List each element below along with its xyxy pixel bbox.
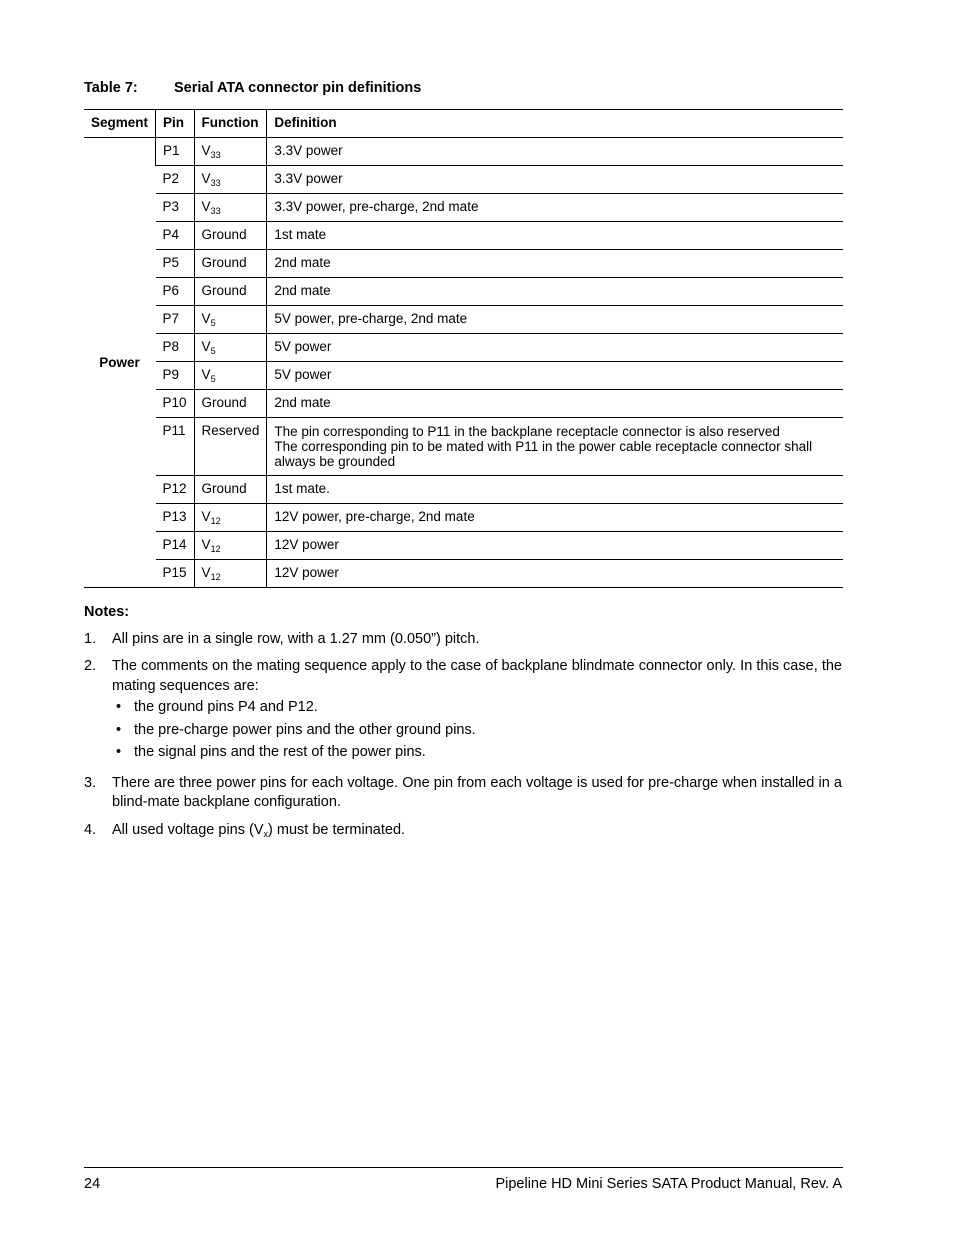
- function-cell: [194, 278, 267, 306]
- pin-definitions-table: [84, 109, 843, 588]
- function-cell: [194, 476, 267, 504]
- definition-cell: 12V power: [267, 560, 843, 588]
- table-row: [84, 278, 843, 306]
- note-item: [84, 774, 842, 813]
- segment-cell: Power: [84, 138, 156, 588]
- definition-cell: 5V power: [267, 334, 843, 362]
- table-row: [84, 138, 843, 166]
- note-number: 2.: [84, 658, 97, 674]
- note-text: All used voltage pins (V: [112, 821, 264, 838]
- table-row: [84, 504, 843, 532]
- function-cell: [194, 306, 267, 334]
- note-number: 1.: [84, 630, 97, 647]
- note-item: [84, 630, 842, 650]
- function-text: Ground: [201, 227, 247, 242]
- definition-cell: 5V power: [267, 362, 843, 390]
- definition-line: The corresponding pin to be mated with P11 in the power cable receptacle connector shall always be grounded: [274, 439, 813, 469]
- note-text: The comments on the mating sequence apply to the case of backplane blindmate connector only. In this case, the mating sequences are:: [112, 658, 842, 694]
- notes-list: [84, 630, 842, 841]
- function-text: V: [201, 565, 211, 580]
- function-cell: [194, 166, 267, 194]
- function-text: V: [201, 367, 211, 382]
- page-number: 24: [84, 1176, 101, 1192]
- function-text: Reserved: [201, 423, 260, 438]
- function-text: V: [201, 143, 211, 158]
- table-row: [84, 362, 843, 390]
- function-cell: [194, 334, 267, 362]
- function-text: V: [201, 199, 211, 214]
- table-title: Serial ATA connector pin definitions: [174, 80, 422, 96]
- note-bullet-list: [112, 698, 842, 763]
- definition-cell: 2nd mate: [267, 390, 843, 418]
- definition-cell: 12V power, pre-charge, 2nd mate: [267, 504, 843, 532]
- definition-cell: 1st mate: [267, 222, 843, 250]
- definition-cell: 3.3V power: [267, 138, 843, 166]
- definition-cell: 2nd mate: [267, 250, 843, 278]
- function-cell: [194, 222, 267, 250]
- function-cell: [194, 504, 267, 532]
- function-subscript: 5: [210, 346, 216, 356]
- note-body: [112, 774, 842, 813]
- function-text: Ground: [201, 255, 247, 270]
- pin-cell: P10: [156, 390, 195, 418]
- table-row: [84, 532, 843, 560]
- table-row: [84, 250, 843, 278]
- pin-cell: P9: [156, 362, 195, 390]
- function-subscript: 12: [210, 516, 221, 526]
- pin-cell: P13: [156, 504, 195, 532]
- table-number: Table 7:: [84, 80, 138, 96]
- note-subscript: x: [263, 828, 269, 839]
- table-body: [84, 138, 843, 588]
- function-text: V: [201, 509, 211, 524]
- bullet-text: the signal pins and the rest of the power pins.: [134, 744, 426, 760]
- function-cell: [194, 138, 267, 166]
- function-subscript: 33: [210, 178, 221, 188]
- function-subscript: 33: [210, 206, 221, 216]
- table-header-row: [84, 110, 843, 138]
- note-body: [112, 657, 842, 766]
- pin-cell: P8: [156, 334, 195, 362]
- pin-cell: P12: [156, 476, 195, 504]
- table-row: [84, 194, 843, 222]
- function-subscript: 5: [210, 374, 216, 384]
- pin-cell: P1: [156, 138, 195, 166]
- function-cell: [194, 418, 267, 476]
- definition-cell: 1st mate.: [267, 476, 843, 504]
- bullet-text: the ground pins P4 and P12.: [134, 699, 318, 715]
- pin-cell: P11: [156, 418, 195, 476]
- pin-cell: P4: [156, 222, 195, 250]
- function-cell: [194, 250, 267, 278]
- table-row: [84, 390, 843, 418]
- definition-cell: 12V power: [267, 532, 843, 560]
- pin-cell: P2: [156, 166, 195, 194]
- notes-title: Notes:: [84, 604, 130, 620]
- function-text: V: [201, 537, 211, 552]
- note-text: All pins are in a single row, with a 1.27 mm (0.050”) pitch.: [112, 630, 480, 647]
- function-subscript: 12: [210, 544, 221, 554]
- notes-section: [84, 603, 842, 848]
- table-row: [84, 560, 843, 588]
- bullet-glyph: •: [116, 721, 122, 738]
- function-cell: [194, 194, 267, 222]
- pin-cell: P14: [156, 532, 195, 560]
- bullet-glyph: •: [116, 744, 122, 760]
- table-row: [84, 166, 843, 194]
- note-body: [112, 630, 842, 650]
- table-row: [84, 222, 843, 250]
- function-text: V: [201, 339, 211, 354]
- definition-cell: 5V power, pre-charge, 2nd mate: [267, 306, 843, 334]
- bullet-glyph: •: [116, 699, 122, 715]
- function-subscript: 12: [210, 572, 221, 582]
- pin-cell: P15: [156, 560, 195, 588]
- pin-cell: P7: [156, 306, 195, 334]
- note-body: [112, 821, 842, 841]
- bullet-text: the pre-charge power pins and the other ground pins.: [134, 721, 476, 738]
- definition-line: The pin corresponding to P11 in the backplane receptacle connector is also reserved: [274, 424, 780, 439]
- function-text: V: [201, 311, 211, 326]
- header-definition: Definition: [267, 110, 843, 138]
- definition-cell: 2nd mate: [267, 278, 843, 306]
- bullet-item: [112, 721, 842, 741]
- function-cell: [194, 560, 267, 588]
- function-text: Ground: [201, 481, 247, 496]
- bullet-item: [112, 698, 842, 718]
- note-number: 3.: [84, 774, 97, 791]
- definition-cell: 3.3V power: [267, 166, 843, 194]
- document-title: Pipeline HD Mini Series SATA Product Manual, Rev. A: [495, 1176, 842, 1192]
- footer-divider: [84, 1167, 843, 1168]
- function-text: V: [201, 171, 211, 186]
- note-number: 4.: [84, 821, 97, 838]
- definition-cell: [267, 418, 843, 476]
- pin-cell: P5: [156, 250, 195, 278]
- definition-cell: 3.3V power, pre-charge, 2nd mate: [267, 194, 843, 222]
- header-function: Function: [194, 110, 267, 138]
- table-caption: [84, 80, 421, 96]
- function-subscript: 5: [210, 318, 216, 328]
- note-item: [84, 821, 842, 841]
- pin-cell: P6: [156, 278, 195, 306]
- function-cell: [194, 532, 267, 560]
- note-item: [84, 657, 842, 766]
- table-row: [84, 418, 843, 476]
- function-subscript: 33: [210, 150, 221, 160]
- header-pin: Pin: [156, 110, 195, 138]
- note-text: ) must be terminated.: [268, 821, 406, 838]
- pin-cell: P3: [156, 194, 195, 222]
- table-row: [84, 306, 843, 334]
- note-text: There are three power pins for each voltage. One pin from each voltage is used for pre-charge when installed in a blind-mate backplane configuration.: [112, 774, 842, 810]
- table-row: [84, 476, 843, 504]
- bullet-item: [112, 743, 842, 763]
- function-cell: [194, 362, 267, 390]
- function-cell: [194, 390, 267, 418]
- function-text: Ground: [201, 283, 247, 298]
- table-row: [84, 334, 843, 362]
- function-text: Ground: [201, 395, 247, 410]
- header-segment: Segment: [84, 110, 156, 138]
